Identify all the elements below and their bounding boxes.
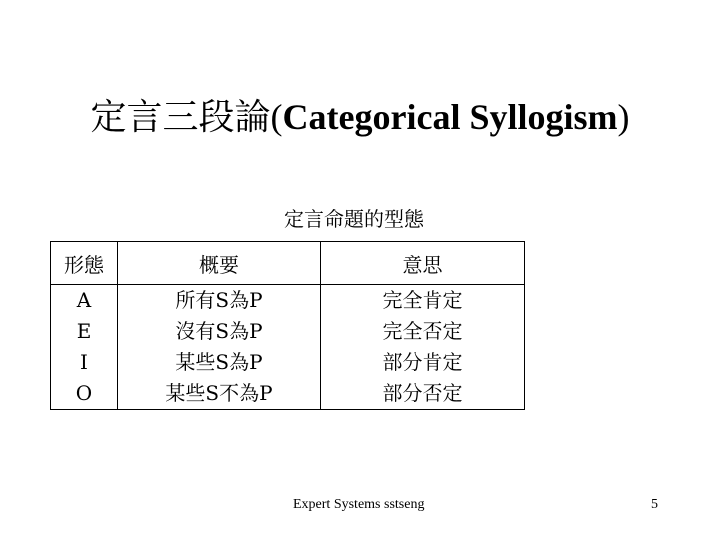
summary-column	[118, 285, 321, 410]
footer-text: Expert Systems sstseng	[293, 497, 425, 512]
table-header-row	[51, 242, 525, 285]
table-caption: 定言命題的型態	[284, 207, 424, 231]
title-english: Categorical Syllogism	[282, 97, 618, 137]
slide-title	[0, 92, 720, 143]
header-form: 形態	[51, 242, 118, 285]
title-close-paren: )	[617, 97, 630, 137]
meaning-a: 完全肯定	[382, 288, 463, 312]
summary-e: 沒有S為P	[175, 319, 263, 343]
form-e: E	[76, 319, 92, 343]
form-o: O	[75, 381, 93, 405]
title-chinese: 定言三段論	[90, 97, 271, 138]
form-column	[51, 285, 118, 410]
form-i: I	[80, 350, 88, 374]
page-number: 5	[651, 497, 658, 512]
header-summary: 概要	[118, 242, 321, 285]
table-row	[51, 285, 525, 410]
form-a: A	[76, 288, 92, 312]
summary-i: 某些S為P	[175, 350, 263, 374]
proposition-types-table	[50, 241, 525, 410]
meaning-i: 部分肯定	[382, 350, 463, 374]
meaning-column	[321, 285, 525, 410]
summary-o: 某些S不為P	[165, 381, 273, 405]
meaning-e: 完全否定	[382, 319, 463, 343]
meaning-o: 部分否定	[382, 381, 463, 405]
header-meaning: 意思	[321, 242, 525, 285]
title-open-paren: (	[270, 97, 283, 137]
summary-a: 所有S為P	[175, 288, 263, 312]
